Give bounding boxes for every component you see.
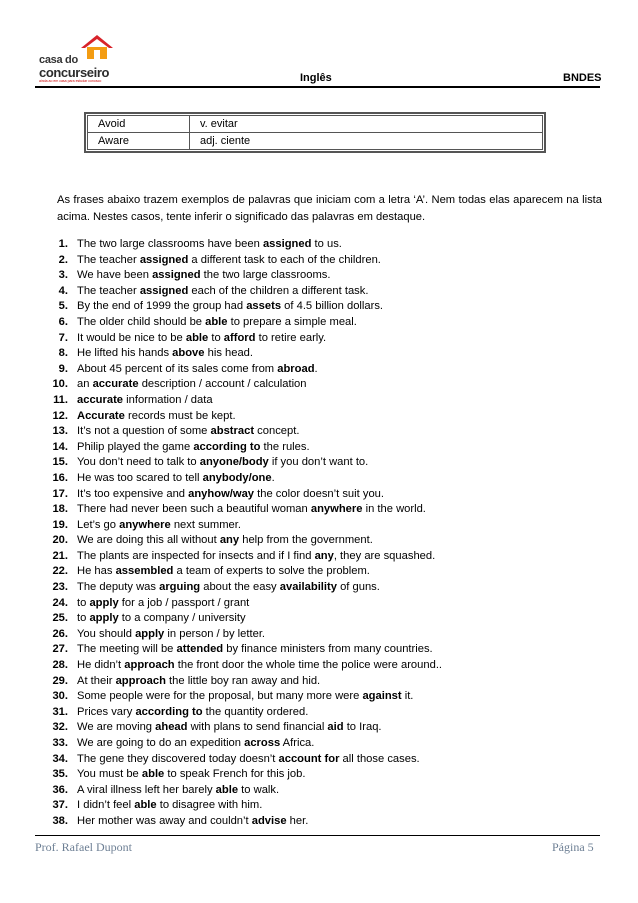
- highlighted-word: Accurate: [77, 409, 125, 422]
- example-number: 31.: [52, 705, 68, 718]
- example-item: [38, 720, 598, 736]
- example-sentence: [77, 299, 383, 315]
- example-number: 21.: [52, 549, 68, 562]
- highlighted-word: according to: [193, 440, 261, 453]
- example-sentence: [77, 237, 342, 253]
- sentence-text: We are doing this all without: [77, 534, 220, 547]
- sentence-text: By the end of 1999 the group had: [77, 300, 247, 313]
- example-number: 28.: [52, 659, 68, 672]
- vocabulary-row: [88, 133, 543, 150]
- example-item: [38, 736, 598, 752]
- example-number: 24.: [52, 596, 68, 609]
- example-number: 2.: [58, 253, 68, 266]
- example-number: 15.: [52, 456, 68, 469]
- sentence-text: it.: [401, 690, 414, 703]
- example-item: [38, 627, 598, 643]
- sentence-text: We are going to do an expedition: [77, 737, 245, 749]
- highlighted-word: anyhow/way: [188, 487, 255, 500]
- example-item: [38, 346, 598, 362]
- example-number: 7.: [58, 331, 68, 344]
- sentence-text: to retire early.: [255, 331, 327, 344]
- sentence-text: I didn’t feel: [77, 799, 135, 812]
- example-item: [38, 658, 598, 674]
- highlighted-word: able: [141, 768, 165, 781]
- highlighted-word: accurate: [77, 393, 124, 406]
- sentence-text: You don’t need to talk to: [77, 456, 200, 469]
- logo-brand-line2: concurseiro: [39, 65, 110, 80]
- header-subject: Inglês: [300, 72, 332, 84]
- example-sentence: [77, 627, 265, 643]
- example-item: [38, 409, 598, 425]
- header-divider: [35, 86, 600, 88]
- example-item: [38, 331, 598, 347]
- example-sentence: [77, 487, 384, 503]
- sentence-text: He didn’t: [77, 659, 125, 672]
- example-number: 38.: [52, 814, 68, 827]
- sentence-text: of guns.: [336, 581, 380, 594]
- example-item: [38, 393, 598, 409]
- example-sentence: [77, 705, 308, 721]
- highlighted-word: anywhere: [310, 503, 363, 516]
- example-number: 26.: [52, 627, 68, 640]
- example-item: [38, 299, 598, 315]
- sentence-text: to prepare a simple meal.: [227, 315, 357, 328]
- example-item: [38, 814, 598, 830]
- example-sentence: [77, 518, 241, 534]
- sentence-text: all those cases.: [339, 752, 420, 765]
- example-number: 25.: [52, 612, 68, 625]
- sentence-text: It’s too expensive and: [77, 487, 189, 500]
- example-number: 10.: [52, 378, 68, 391]
- sentence-text: About 45 percent of its sales come from: [77, 362, 278, 375]
- sentence-text: The deputy was: [77, 581, 160, 594]
- sentence-text: We have been: [77, 269, 153, 282]
- sentence-text: to: [208, 331, 224, 344]
- sentence-text: the little boy ran away and hid.: [165, 674, 321, 687]
- sentence-text: description / account / calculation: [138, 378, 307, 391]
- footer-divider: [35, 835, 600, 836]
- example-sentence: [77, 253, 381, 269]
- sentence-text: He has: [77, 565, 116, 578]
- sentence-text: The teacher: [77, 253, 140, 266]
- sentence-text: He was too scared to tell: [77, 471, 203, 484]
- example-item: [38, 487, 598, 503]
- highlighted-word: any: [314, 549, 334, 562]
- sentence-text: It would be nice to be: [77, 331, 186, 344]
- sentence-text: a different task to each of the children.: [188, 253, 381, 266]
- example-number: 30.: [52, 690, 68, 703]
- sentence-text: in the world.: [362, 503, 426, 516]
- example-item: [38, 767, 598, 783]
- highlighted-word: apply: [89, 612, 119, 625]
- example-item: [38, 611, 598, 627]
- example-sentence: [77, 377, 307, 393]
- sentence-text: the front door the whole time the police were around..: [174, 659, 443, 672]
- vocabulary-meaning: adj. ciente: [190, 133, 543, 150]
- sentence-text: , they are squashed.: [333, 549, 436, 562]
- logo: [35, 34, 145, 82]
- example-sentence: [77, 502, 426, 518]
- example-sentence: [77, 564, 370, 580]
- example-sentence: [77, 268, 331, 284]
- example-item: [38, 440, 598, 456]
- example-item: [38, 455, 598, 471]
- highlighted-word: arguing: [159, 581, 201, 594]
- sentence-text: the two large classrooms.: [200, 269, 331, 282]
- sentence-text: You must be: [77, 768, 142, 781]
- logo-tagline: ainda ao em casa para estudar conosco: [39, 79, 102, 83]
- highlighted-word: anybody/one: [202, 471, 272, 484]
- example-sentence: [77, 814, 308, 830]
- sentence-text: Her mother was away and couldn’t: [77, 814, 252, 827]
- sentence-text: in person / by letter.: [164, 627, 266, 640]
- example-item: [38, 549, 598, 565]
- sentence-text: a team of experts to solve the problem.: [173, 565, 370, 578]
- example-sentence: [77, 393, 213, 409]
- footer-author: Prof. Rafael Dupont: [35, 840, 132, 854]
- example-number: 34.: [52, 752, 68, 765]
- highlighted-word: assigned: [262, 238, 312, 250]
- highlighted-word: against: [362, 690, 402, 703]
- example-number: 19.: [52, 518, 68, 531]
- sentence-text: to walk.: [238, 783, 280, 796]
- example-item: [38, 674, 598, 690]
- example-sentence: [77, 720, 382, 736]
- vocabulary-word: Avoid: [88, 116, 190, 133]
- example-number: 23.: [52, 581, 68, 594]
- example-sentence: [77, 767, 305, 783]
- example-number: 32.: [52, 721, 68, 734]
- example-sentence: [77, 689, 413, 705]
- example-item: [38, 518, 598, 534]
- sentence-text: to a company / university: [118, 612, 246, 625]
- example-number: 11.: [53, 393, 68, 406]
- highlighted-word: abstract: [210, 425, 255, 438]
- example-sentence: [77, 798, 262, 814]
- sentence-text: the quantity ordered.: [202, 705, 309, 718]
- house-icon: [79, 34, 115, 60]
- highlighted-word: account for: [278, 752, 340, 765]
- header-exam: BNDES: [563, 72, 602, 84]
- vocabulary-meaning: v. evitar: [190, 116, 543, 133]
- example-item: [38, 689, 598, 705]
- sentence-text: to us.: [311, 238, 342, 250]
- example-item: [38, 705, 598, 721]
- highlighted-word: assembled: [115, 565, 174, 578]
- sentence-text: Philip played the game: [77, 440, 194, 453]
- example-item: [38, 377, 598, 393]
- sentence-text: The meeting will be: [77, 643, 177, 656]
- highlighted-word: assigned: [139, 284, 189, 297]
- sentence-text: information / data: [123, 393, 213, 406]
- example-number: 13.: [52, 425, 68, 438]
- sentence-text: with plans to send financial: [187, 721, 328, 734]
- highlighted-word: any: [219, 534, 240, 547]
- sentence-text: to: [77, 612, 90, 625]
- sentence-text: about the easy: [200, 581, 280, 594]
- sentence-text: if you don’t want to.: [268, 456, 369, 469]
- sentence-text: for a job / passport / grant: [118, 596, 250, 609]
- sentence-text: Africa.: [280, 737, 315, 749]
- sentence-text: by finance ministers from many countries.: [223, 643, 433, 656]
- highlighted-word: anyone/body: [199, 456, 269, 469]
- highlighted-word: accurate: [92, 378, 139, 391]
- example-number: 14.: [52, 440, 68, 453]
- example-number: 8.: [58, 347, 68, 360]
- example-item: [38, 502, 598, 518]
- example-sentence: [77, 658, 442, 674]
- example-number: 29.: [52, 674, 68, 687]
- vocabulary-row: [88, 116, 543, 133]
- example-number: 18.: [52, 503, 68, 516]
- example-sentence: [77, 471, 275, 487]
- example-item: [38, 798, 598, 814]
- sentence-text: next summer.: [170, 518, 241, 531]
- sentence-text: We are moving: [77, 721, 156, 734]
- highlighted-word: according to: [135, 705, 203, 718]
- sentence-text: her.: [286, 814, 309, 827]
- highlighted-word: approach: [115, 674, 166, 687]
- example-sentence: [77, 315, 357, 331]
- example-item: [38, 564, 598, 580]
- vocabulary-table: [84, 112, 546, 153]
- highlighted-word: availability: [279, 581, 337, 594]
- logo-brand-line1: casa do: [39, 54, 78, 66]
- example-sentence: [77, 331, 326, 347]
- sentence-text: The two large classrooms have been: [77, 238, 263, 250]
- sentence-text: .: [314, 362, 318, 375]
- example-sentence: [77, 362, 318, 378]
- example-sentence: [77, 611, 246, 627]
- example-sentence: [77, 409, 236, 425]
- example-item: [38, 596, 598, 612]
- example-number: 17.: [52, 487, 68, 500]
- highlighted-word: apply: [89, 596, 119, 609]
- sentence-text: an: [77, 378, 93, 391]
- example-number: 36.: [52, 783, 68, 796]
- highlighted-word: aid: [327, 721, 344, 734]
- example-number: 5.: [58, 300, 68, 313]
- intro-paragraph: As frases abaixo trazem exemplos de palavras que iniciam com a letra ‘A’. Nem todas elas aparecem na lista acima. Nestes casos, tente inferir o significado das palavras em destaque.: [57, 194, 602, 223]
- sentence-text: The plants are inspected for insects and if I find: [77, 549, 315, 562]
- example-sentence: [77, 783, 279, 799]
- sentence-text: He lifted his hands: [77, 347, 173, 360]
- example-item: [38, 284, 598, 300]
- sentence-text: records must be kept.: [124, 409, 236, 422]
- highlighted-word: able: [205, 315, 228, 328]
- example-sentence: [77, 533, 373, 549]
- highlighted-word: assets: [246, 300, 282, 313]
- example-number: 35.: [52, 768, 68, 781]
- highlighted-word: afford: [223, 331, 256, 344]
- example-item: [38, 237, 598, 253]
- highlighted-word: approach: [124, 659, 175, 672]
- sentence-text: of 4.5 billion dollars.: [281, 300, 384, 313]
- example-item: [38, 783, 598, 799]
- sentence-text: to: [77, 596, 90, 609]
- example-number: 37.: [52, 799, 68, 812]
- example-sentence: [77, 596, 249, 612]
- example-item: [38, 580, 598, 596]
- sentence-text: There had never been such a beautiful woman: [77, 503, 311, 516]
- example-number: 33.: [52, 737, 68, 749]
- example-number: 6.: [58, 315, 68, 328]
- highlighted-word: apply: [135, 627, 165, 640]
- example-item: [38, 253, 598, 269]
- sentence-text: concept.: [254, 425, 300, 438]
- footer-page-number: Página 5: [552, 840, 594, 854]
- highlighted-word: advise: [251, 814, 287, 827]
- highlighted-word: anywhere: [119, 518, 171, 531]
- example-sentence: [77, 736, 314, 752]
- example-item: [38, 315, 598, 331]
- example-item: [38, 268, 598, 284]
- sentence-text: the color doesn’t suit you.: [254, 487, 385, 500]
- example-sentence: [77, 424, 299, 440]
- sentence-text: the rules.: [260, 440, 310, 453]
- sentence-text: The gene they discovered today doesn’t: [77, 752, 279, 765]
- sentence-text: his head.: [204, 347, 254, 360]
- example-sentence: [77, 455, 368, 471]
- highlighted-word: able: [134, 799, 157, 812]
- example-number: 20.: [52, 534, 68, 547]
- example-sentence: [77, 580, 380, 596]
- sentence-text: You should: [77, 627, 136, 640]
- example-item: [38, 424, 598, 440]
- highlighted-word: assigned: [152, 269, 201, 282]
- sentence-text: help from the government.: [239, 534, 373, 547]
- sentence-text: The teacher: [77, 284, 140, 297]
- highlighted-word: able: [185, 331, 209, 344]
- example-sentence: [77, 549, 435, 565]
- sentence-text: each of the children a different task.: [188, 284, 369, 297]
- example-sentence: [77, 284, 368, 300]
- sentence-text: The older child should be: [77, 315, 206, 328]
- highlighted-word: assigned: [139, 253, 189, 266]
- example-number: 12.: [52, 409, 68, 422]
- highlighted-word: able: [215, 783, 239, 796]
- highlighted-word: across: [244, 737, 281, 749]
- sentence-text: to Iraq.: [343, 721, 382, 734]
- example-number: 4.: [58, 284, 68, 297]
- example-number: 16.: [52, 471, 68, 484]
- sentence-text: Let’s go: [77, 518, 120, 531]
- sentence-text: .: [271, 471, 275, 484]
- highlighted-word: attended: [176, 643, 224, 656]
- sentence-text: Some people were for the proposal, but many more were: [77, 690, 363, 703]
- example-sentence: [77, 642, 433, 658]
- example-item: [38, 642, 598, 658]
- example-item: [38, 362, 598, 378]
- example-number: 1.: [58, 238, 68, 250]
- sentence-text: to disagree with him.: [156, 799, 263, 812]
- sentence-text: Prices vary: [77, 705, 136, 718]
- example-sentence: [77, 346, 253, 362]
- sentence-text: It’s not a question of some: [77, 425, 211, 438]
- examples-list: [38, 237, 598, 830]
- highlighted-word: abroad: [277, 362, 315, 375]
- example-sentence: [77, 440, 310, 456]
- example-sentence: [77, 752, 420, 768]
- example-item: [38, 752, 598, 768]
- highlighted-word: above: [172, 347, 205, 360]
- example-number: 27.: [52, 643, 68, 656]
- example-sentence: [77, 674, 320, 690]
- example-item: [38, 533, 598, 549]
- example-number: 9.: [58, 362, 68, 375]
- vocabulary-word: Aware: [88, 133, 190, 150]
- example-number: 3.: [58, 269, 68, 282]
- sentence-text: A viral illness left her barely: [77, 783, 216, 796]
- sentence-text: to speak French for this job.: [164, 768, 306, 781]
- example-item: [38, 471, 598, 487]
- sentence-text: At their: [77, 674, 116, 687]
- example-number: 22.: [52, 565, 68, 578]
- highlighted-word: ahead: [155, 721, 188, 734]
